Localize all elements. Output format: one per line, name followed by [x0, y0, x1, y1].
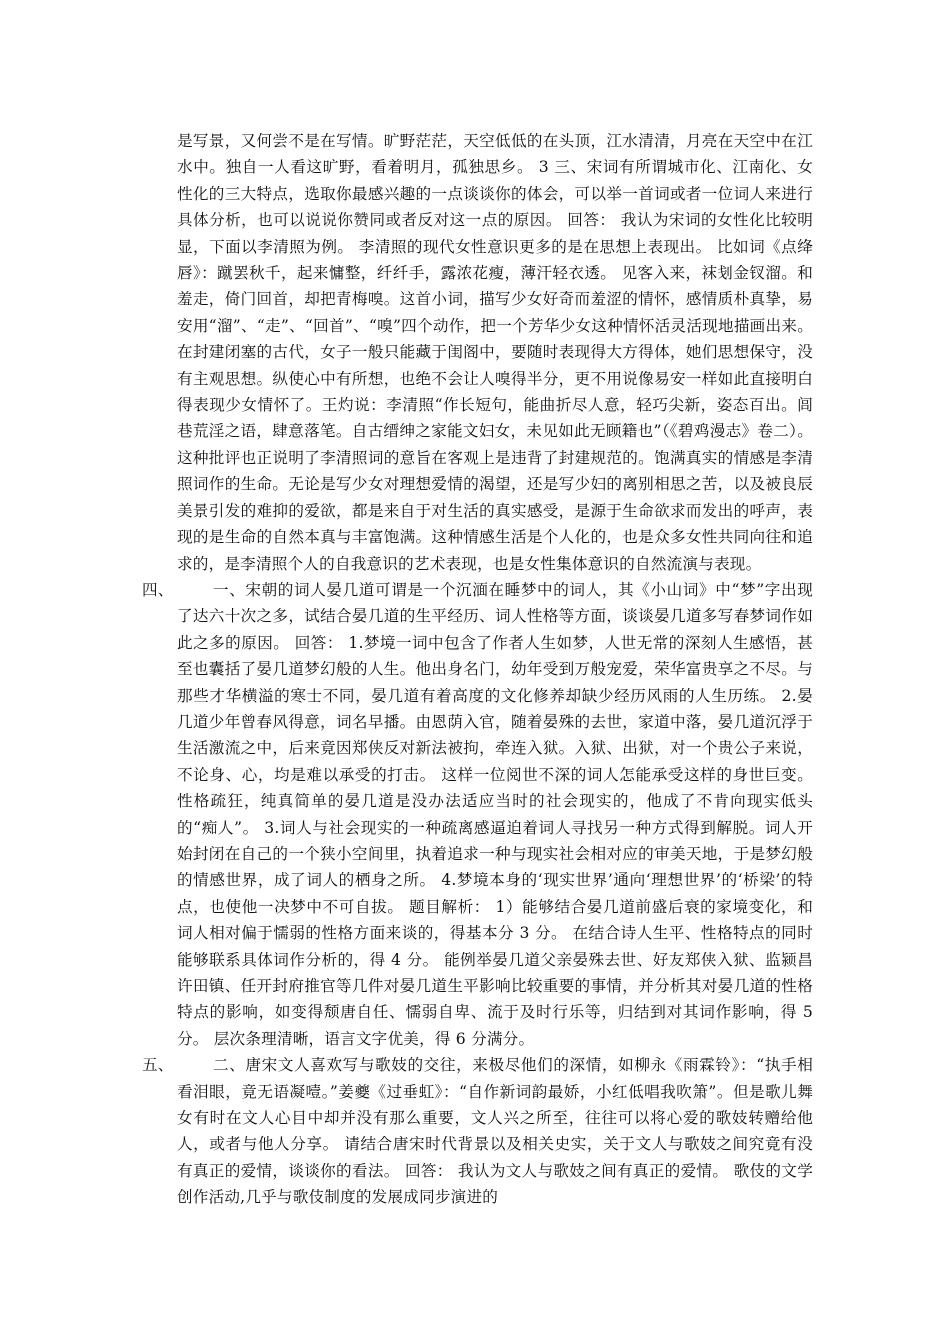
document-body: [142, 128, 813, 1211]
list-item-text: 一、宋朝的词人晏几道可谓是一个沉湎在睡梦中的词人，其《小山词》中“梦”字出现了达六十次之多，试结合晏几道的生平经历、词人性格等方面，谈谈晏几道多写春梦词作如此之多的原因。 回答： 1.梦境一词中包含了作者人生如梦，人世无常的深刻人生感悟，甚至也囊括了晏几道梦幻般的人生。他出身名门，幼年受到万般宠爱，荣华富贵享之不尽。与那些才华横溢的寒士不同，晏几道有着高度的文化修养却缺少经历风雨的人生历练。 2.晏几道少年曾春风得意，词名早播。由恩荫入官，随着晏殊的去世，家道中落，晏几道沉浮于生活激流之中，后来竟因郑侠反对新法被拘，牵连入狱。入狱、出狱，对一个贵公子来说，不论身、心，均是难以承受的打击。 这样一位阅世不深的词人怎能承受这样的身世巨变。性格疏狂，纯真简单的晏几道是没办法适应当时的社会现实的，他成了不肯向现实低头的“痴人”。 3.词人与社会现实的一种疏离感逼迫着词人寻找另一种方式得到解脱。词人开始封闭在自己的一个狭小空间里，执着追求一种与现实社会相对应的审美天地，于是梦幻般的情感世界，成了词人的栖身之所。 4.梦境本身的‘现实世界’通向‘理想世界’的‘桥梁’的特点，也使他一决梦中不可自拔。 题目解析： 1）能够结合晏几道前盛后衰的家境变化，和词人相对偏于懦弱的性格方面来谈的，得基本分 3 分。 在结合诗人生平、性格特点的同时能够联系具体词作分析的，得 4 分。 能例举晏几道父亲晏殊去世、好友郑侠入狱、监颍昌许田镇、任开封府推官等几件对晏几道生平影响比较重要的事情，并分析其对晏几道的性格特点的影响，如变得颓唐自任、懦弱自卑、流于及时行乐等，归结到对其词作影响，得 5 分。 层次条理清晰，语言文字优美，得 6 分满分。: [177, 580, 813, 1048]
list-item-4: [142, 577, 813, 1052]
list-item-number: 四、: [142, 580, 174, 599]
list-item-text: 二、唐宋文人喜欢写与歌妓的交往，来极尽他们的深情，如柳永《雨霖铃》：“执手相看泪眼，竟无语凝噎。”姜夔《过垂虹》：“自作新词韵最娇，小红低唱我吹箫”。但是歌儿舞女有时在文人心目中却并没有那么重要，文人兴之所至，往往可以将心爱的歌妓转赠给他人，或者与他人分享。 请结合唐宋时代背景以及相关史实，关于文人与歌妓之间究竟有没有真正的爱情，谈谈你的看法。 回答： 我认为文人与歌妓之间有真正的爱情。 歌伎的文学创作活动,几乎与歌伎制度的发展成同步演进的: [177, 1056, 813, 1207]
intro-paragraph: 是写景，又何尝不是在写情。旷野茫茫，天空低低的在头顶，江水清清，月亮在天空中在江水中。独自一人看这旷野，看着明月，孤独思乡。 3 三、宋词有所谓城市化、江南化、女性化的三大特点，选取你最感兴趣的一点谈谈你的体会，可以举一首词或者一位词人来进行具体分析，也可以说说你赞同或者反对这一点的原因。 回答： 我认为宋词的女性化比较明显，下面以李清照为例。 李清照的现代女性意识更多的是在思想上表现出。 比如词《点绛唇》：蹴罢秋千，起来慵整，纤纤手，露浓花瘦，薄汗轻衣透。 见客入来，袜刬金钗溜。和羞走，倚门回首，却把青梅嗅。这首小词，描写少女好奇而羞涩的情怀，感情质朴真挚，易安用“溜”、“走”、“回首”、“嗅”四个动作，把一个芳华少女这种情怀活灵活现地描画出来。在封建闭塞的古代，女子一般只能藏于闺阁中，要随时表现得大方得体，她们思想保守，没有主观思想。纵使心中有所想，也绝不会让人嗅得半分，更不用说像易安一样如此直接明白得表现少女情怀了。王灼说：李清照“作长短句，能曲折尽人意，轻巧尖新，姿态百出。闾巷荒淫之语，肆意落笔。自古缙绅之家能文妇女，未见如此无顾籍也”（《碧鸡漫志》卷二）。这种批评也正说明了李清照词的意旨在客观上是违背了封建规范的。饱满真实的情感是李清照词作的生命。无论是写少女对理想爱情的渴望，还是写少妇的离别相思之苦，以及被良辰美景引发的难抑的爱欲，都是来自于对生活的真实感受，是源于生命欲求而发出的呼声，表现的是生命的自然本真与丰富饱满。这种情感生活是个人化的，也是众多女性共同向往和追求的，是李清照个人的自我意识的艺术表现，也是女性集体意识的自然流演与表现。: [177, 132, 813, 573]
list-item-5: [142, 1052, 813, 1210]
list-item-number: 五、: [142, 1056, 174, 1075]
